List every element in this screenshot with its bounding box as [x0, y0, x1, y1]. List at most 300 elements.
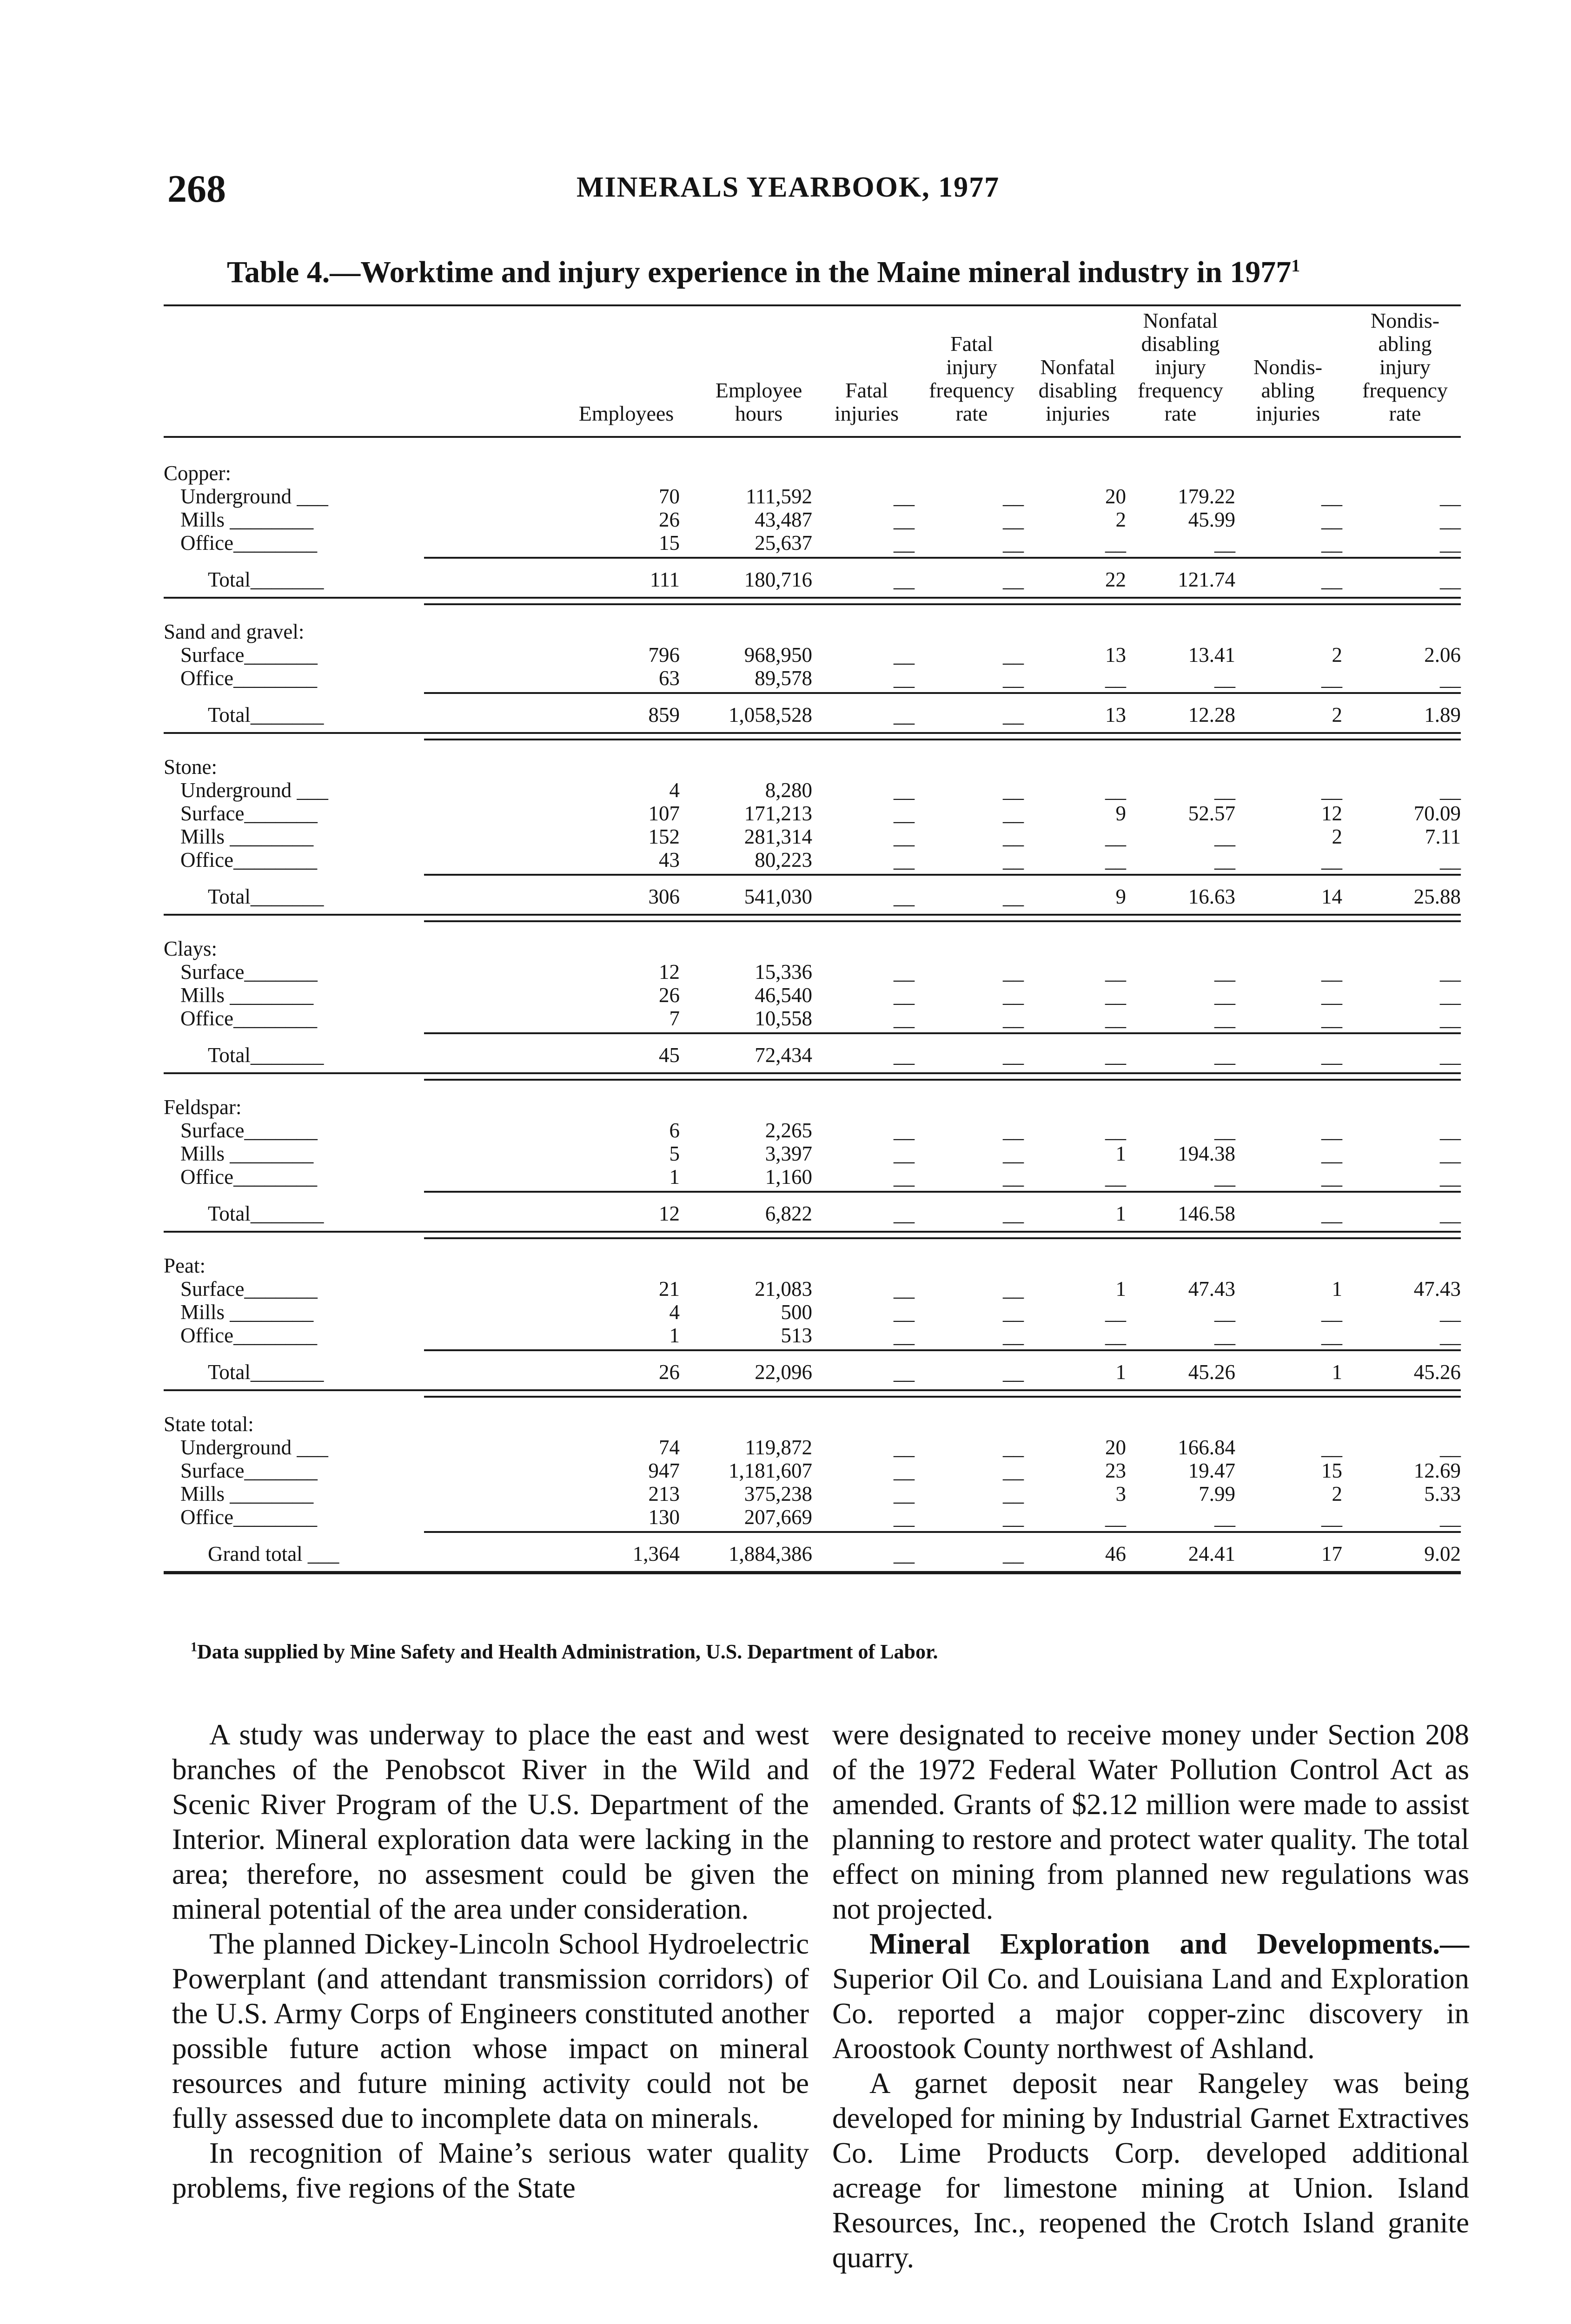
table-cell: __: [1440, 568, 1461, 591]
paragraph-dickey-lincoln: The planned Dickey-Lincoln School Hydroelectric Powerplant (and attendant transmission corridors) of the U.S. Army Corps of Engineers constituted another possible future action whose impact on mineral resources and future mining activity could not be fully assessed due to incomplete data on minerals.: [172, 1928, 809, 2134]
table-cell: 541,030: [744, 885, 812, 908]
row-label: Mills ________: [180, 1142, 314, 1165]
table-cell: 25.88: [1413, 885, 1461, 908]
table-cell: 80,223: [755, 848, 812, 872]
table-cell: __: [1440, 531, 1461, 555]
paragraph-water-quality-cont: were designated to receive money under Section 208 of the 1972 Federal Water Pollution Control Act as amended. Grants of $2.12 million were made to assist planning to restore and protect water quality. The total effect on mining from planned new regulations was not projected.: [832, 1718, 1469, 1925]
table-rule: [424, 1032, 1461, 1034]
table-row: [164, 1277, 1461, 1301]
table-cell: __: [1321, 1142, 1342, 1165]
table-cell: 166.84: [1178, 1436, 1235, 1459]
table-cell: __: [1440, 1324, 1461, 1347]
table-cell: __: [1105, 984, 1126, 1007]
table-cell: __: [1321, 667, 1342, 690]
table-cell: 25,637: [755, 531, 812, 555]
table-cell: __: [1003, 1007, 1024, 1030]
table-cell: __: [1214, 667, 1235, 690]
table-cell: __: [1440, 1202, 1461, 1225]
table-row: [164, 643, 1461, 667]
table-cell: __: [1105, 1119, 1126, 1142]
column-header-line: injury: [1379, 355, 1431, 379]
row-label: Surface_______: [180, 1459, 318, 1482]
table-cell: __: [894, 1007, 915, 1030]
table-cell: __: [1003, 1459, 1024, 1482]
table-row: [164, 1482, 1461, 1505]
table-cell: 47.43: [1413, 1277, 1461, 1301]
table-cell: __: [1321, 508, 1342, 531]
footnote-text: Data supplied by Mine Safety and Health Administration, U.S. Department of Labor.: [197, 1640, 938, 1663]
table-cell: 2,265: [765, 1119, 812, 1142]
table-rule: [424, 739, 1461, 740]
table-cell: __: [1003, 885, 1024, 908]
table-cell: 111: [650, 568, 680, 591]
column-header: [1349, 309, 1461, 425]
table-cell: 26: [659, 508, 680, 531]
table-cell: 26: [659, 1360, 680, 1384]
table-cell: __: [894, 1043, 915, 1067]
table-rule: [424, 1531, 1461, 1533]
table-row: [164, 984, 1461, 1007]
table-cell: __: [894, 568, 915, 591]
column-header-line: injuries: [835, 402, 899, 425]
column-header-line: Nondis-: [1253, 355, 1323, 379]
table-cell: 1,364: [632, 1542, 680, 1565]
table-cell: __: [1321, 984, 1342, 1007]
table-rule: [424, 1237, 1461, 1239]
table-cell: __: [1440, 1301, 1461, 1324]
table-cell: __: [894, 825, 915, 848]
table-cell: 13: [1105, 643, 1126, 667]
table-row: [164, 755, 1461, 779]
table-cell: 171,213: [744, 802, 812, 825]
table-cell: __: [1440, 485, 1461, 508]
table-cell: 89,578: [755, 667, 812, 690]
table-rule: [424, 1349, 1461, 1351]
table-cell: 207,669: [744, 1505, 812, 1529]
table-cell: __: [1105, 825, 1126, 848]
table-cell: 1,181,607: [729, 1459, 812, 1482]
table-rule: [164, 304, 1461, 306]
table-rule: [424, 1191, 1461, 1193]
table-cell: __: [1003, 1542, 1024, 1565]
table-cell: 180,716: [744, 568, 812, 591]
table-cell: __: [1440, 508, 1461, 531]
table-cell: __: [894, 531, 915, 555]
table-row: [164, 885, 1461, 908]
row-label: Total_______: [208, 568, 324, 591]
title-note-mark: 1: [1291, 256, 1300, 276]
table-cell: 15,336: [755, 960, 812, 984]
table-cell: 45.26: [1188, 1360, 1235, 1384]
row-label: Mills ________: [180, 984, 314, 1007]
table-cell: __: [894, 485, 915, 508]
table-cell: __: [1321, 568, 1342, 591]
table-cell: 1: [669, 1324, 680, 1347]
table-cell: __: [1003, 802, 1024, 825]
table-cell: 26: [659, 984, 680, 1007]
table-row: [164, 1043, 1461, 1067]
table-cell: __: [1003, 1142, 1024, 1165]
row-label: Office________: [180, 531, 318, 555]
table-cell: 179.22: [1178, 485, 1235, 508]
table-cell: 1: [1332, 1360, 1342, 1384]
table-row: [164, 1007, 1461, 1030]
table-cell: 3,397: [765, 1142, 812, 1165]
table-row: [164, 485, 1461, 508]
row-label: Office________: [180, 1007, 318, 1030]
table-cell: __: [1214, 848, 1235, 872]
row-label: Underground ___: [180, 779, 328, 802]
table-cell: __: [894, 885, 915, 908]
table-cell: __: [894, 643, 915, 667]
row-label: Office________: [180, 848, 318, 872]
table-row: [164, 620, 1461, 643]
column-header: [1020, 356, 1136, 425]
table-cell: __: [1321, 485, 1342, 508]
table-cell: __: [894, 984, 915, 1007]
table-cell: 968,950: [744, 643, 812, 667]
table-cell: 1,160: [765, 1165, 812, 1188]
table-cell: 46,540: [755, 984, 812, 1007]
table-cell: 194.38: [1178, 1142, 1235, 1165]
row-label: Total_______: [208, 1360, 324, 1384]
table-row: [164, 802, 1461, 825]
column-header: [1237, 356, 1339, 425]
table-cell: 513: [781, 1324, 812, 1347]
column-header-line: injury: [946, 355, 997, 379]
table-cell: 1: [1115, 1277, 1126, 1301]
table-cell: 796: [648, 643, 680, 667]
table-cell: __: [1105, 1505, 1126, 1529]
column-header-line: disabling: [1141, 332, 1220, 356]
row-label: Office________: [180, 667, 318, 690]
column-header-line: injury: [1155, 355, 1206, 379]
table-cell: 4: [669, 779, 680, 802]
table-cell: 13: [1105, 703, 1126, 726]
table-cell: __: [894, 1459, 915, 1482]
table-cell: __: [1440, 984, 1461, 1007]
table-row: [164, 779, 1461, 802]
table-cell: 146.58: [1178, 1202, 1235, 1225]
table-cell: 15: [659, 531, 680, 555]
row-label: Total_______: [208, 703, 324, 726]
row-label: Surface_______: [180, 1277, 318, 1301]
footnote-mark: 1: [191, 1640, 197, 1655]
column-header-line: frequency: [1362, 378, 1448, 402]
column-header-line: frequency: [929, 378, 1014, 402]
column-header: [1125, 309, 1236, 425]
table-cell: 70.09: [1413, 802, 1461, 825]
table-cell: 9.02: [1424, 1542, 1461, 1565]
column-header-line: Fatal: [845, 378, 888, 402]
table-cell: 2: [1332, 643, 1342, 667]
table-cell: __: [1214, 960, 1235, 984]
table-cell: 72,434: [755, 1043, 812, 1067]
table-rule: [424, 1396, 1461, 1398]
table-cell: __: [1214, 531, 1235, 555]
table-row: [164, 1254, 1461, 1277]
table-row: [164, 937, 1461, 960]
table-cell: __: [1105, 667, 1126, 690]
table-rule: [164, 597, 1461, 599]
table-rule: [164, 1389, 1461, 1391]
table-cell: __: [1321, 531, 1342, 555]
table-rule: [424, 874, 1461, 876]
table-rule: [164, 1072, 1461, 1074]
table-row: [164, 1165, 1461, 1188]
table-cell: __: [1440, 1505, 1461, 1529]
table-cell: __: [1105, 1324, 1126, 1347]
left-column: [172, 1717, 809, 2205]
column-header: [557, 402, 696, 425]
table-cell: __: [1214, 984, 1235, 1007]
page-number: 268: [167, 167, 226, 211]
column-header-line: Nonfatal: [1040, 355, 1115, 379]
table-cell: 74: [659, 1436, 680, 1459]
table-footnote: [191, 1640, 938, 1664]
table-cell: __: [1105, 531, 1126, 555]
table-cell: __: [1321, 1436, 1342, 1459]
table-cell: __: [894, 1301, 915, 1324]
column-header-line: Nonfatal: [1143, 309, 1218, 332]
table-cell: 5.33: [1424, 1482, 1461, 1505]
table-row: [164, 960, 1461, 984]
table-cell: __: [1440, 667, 1461, 690]
row-label: Total_______: [208, 885, 324, 908]
table-cell: __: [1003, 1505, 1024, 1529]
row-label: Copper:: [164, 462, 231, 485]
table-cell: 1: [1332, 1277, 1342, 1301]
row-label: Mills ________: [180, 825, 314, 848]
table-cell: __: [1440, 1436, 1461, 1459]
table-cell: __: [1003, 825, 1024, 848]
row-label: Office________: [180, 1505, 318, 1529]
table-rule: [164, 436, 1461, 438]
table-cell: 9: [1115, 802, 1126, 825]
table-cell: 22: [1105, 568, 1126, 591]
table-cell: 12: [659, 1202, 680, 1225]
table-cell: __: [1105, 1007, 1126, 1030]
table-cell: __: [894, 779, 915, 802]
table-cell: __: [1003, 1119, 1024, 1142]
table-cell: 7.11: [1425, 825, 1461, 848]
table-cell: __: [1003, 1482, 1024, 1505]
table-cell: 8,280: [765, 779, 812, 802]
table-cell: 43,487: [755, 508, 812, 531]
table-cell: 19.47: [1188, 1459, 1235, 1482]
table-cell: 1: [1115, 1360, 1126, 1384]
table-cell: __: [1440, 1007, 1461, 1030]
row-label: Surface_______: [180, 1119, 318, 1142]
column-header: [916, 332, 1027, 425]
table-cell: __: [894, 703, 915, 726]
table-cell: 45: [659, 1043, 680, 1067]
table-cell: 12.28: [1188, 703, 1235, 726]
table-cell: __: [894, 508, 915, 531]
table-row: [164, 1505, 1461, 1529]
table-row: [164, 1413, 1461, 1436]
table-cell: __: [894, 960, 915, 984]
table-cell: __: [1321, 1505, 1342, 1529]
table-cell: 21,083: [755, 1277, 812, 1301]
table-cell: 7.99: [1199, 1482, 1235, 1505]
table-cell: 2: [1115, 508, 1126, 531]
table-cell: 21: [659, 1277, 680, 1301]
table-cell: __: [1003, 703, 1024, 726]
table-cell: 2: [1332, 703, 1342, 726]
table-cell: __: [1003, 531, 1024, 555]
table-cell: __: [1003, 568, 1024, 591]
table-cell: 12.69: [1413, 1459, 1461, 1482]
row-label: Surface_______: [180, 960, 318, 984]
table-cell: __: [1214, 1301, 1235, 1324]
table-cell: __: [1003, 1165, 1024, 1188]
table-cell: __: [1003, 960, 1024, 984]
table-cell: __: [1321, 1165, 1342, 1188]
table-cell: __: [1003, 984, 1024, 1007]
table-cell: __: [1003, 779, 1024, 802]
table-cell: 4: [669, 1301, 680, 1324]
row-label: Sand and gravel:: [164, 620, 305, 643]
table-cell: 10,558: [755, 1007, 812, 1030]
table-cell: 152: [648, 825, 680, 848]
table-cell: __: [1003, 643, 1024, 667]
table-row: [164, 1459, 1461, 1482]
column-header-line: Fatal: [950, 332, 993, 356]
table-cell: __: [1003, 1202, 1024, 1225]
table-cell: __: [1440, 960, 1461, 984]
table-cell: 1,884,386: [729, 1542, 812, 1565]
table-cell: __: [894, 1324, 915, 1347]
table-cell: __: [894, 1119, 915, 1142]
table-cell: __: [1440, 1142, 1461, 1165]
table-row: [164, 508, 1461, 531]
table-cell: __: [1105, 1043, 1126, 1067]
table-cell: __: [1440, 1119, 1461, 1142]
table-cell: 46: [1105, 1542, 1126, 1565]
table-cell: __: [1321, 1301, 1342, 1324]
row-label: Surface_______: [180, 643, 318, 667]
table-rule: [424, 557, 1461, 559]
row-label: Office________: [180, 1324, 318, 1347]
table-cell: 63: [659, 667, 680, 690]
table-cell: 500: [781, 1301, 812, 1324]
row-label: Grand total ___: [208, 1542, 339, 1565]
table-cell: __: [894, 1436, 915, 1459]
table-cell: 14: [1321, 885, 1342, 908]
table-cell: __: [1003, 485, 1024, 508]
table-cell: __: [1003, 1043, 1024, 1067]
table-rule: [164, 1231, 1461, 1233]
table-cell: __: [1440, 1165, 1461, 1188]
table-cell: 111,592: [746, 485, 812, 508]
table-cell: 12: [1321, 802, 1342, 825]
table-row: [164, 1360, 1461, 1384]
table-cell: __: [1105, 779, 1126, 802]
column-header-line: Employee: [715, 378, 802, 402]
table-cell: 281,314: [744, 825, 812, 848]
table-cell: __: [894, 1142, 915, 1165]
row-label: State total:: [164, 1413, 254, 1436]
table-cell: 12: [659, 960, 680, 984]
table-cell: __: [1440, 1043, 1461, 1067]
running-head: MINERALS YEARBOOK, 1977: [577, 172, 1000, 203]
column-header: [818, 379, 915, 425]
row-label: Peat:: [164, 1254, 205, 1277]
table-cell: 1: [1115, 1142, 1126, 1165]
table-cell: __: [1105, 848, 1126, 872]
table-cell: __: [1105, 1301, 1126, 1324]
right-column: [832, 1717, 1469, 2275]
table-row: [164, 1436, 1461, 1459]
table-cell: 130: [648, 1505, 680, 1529]
table-cell: 859: [648, 703, 680, 726]
row-label: Underground ___: [180, 485, 328, 508]
table-cell: 306: [648, 885, 680, 908]
column-header: [694, 379, 824, 425]
table-row: [164, 1301, 1461, 1324]
table-cell: 70: [659, 485, 680, 508]
table-cell: __: [894, 848, 915, 872]
table-cell: __: [1214, 1119, 1235, 1142]
table-cell: __: [894, 1505, 915, 1529]
table-cell: 1: [1115, 1202, 1126, 1225]
table-cell: 2.06: [1424, 643, 1461, 667]
table-cell: __: [1214, 825, 1235, 848]
table-cell: 107: [648, 802, 680, 825]
table-cell: __: [1105, 1165, 1126, 1188]
table-cell: __: [1214, 1165, 1235, 1188]
injury-table: [164, 304, 1461, 1636]
table-cell: __: [894, 1202, 915, 1225]
table-row: [164, 531, 1461, 555]
row-label: Total_______: [208, 1043, 324, 1067]
column-header-line: abling: [1261, 378, 1315, 402]
table-cell: __: [894, 1482, 915, 1505]
table-cell: __: [894, 802, 915, 825]
table-row: [164, 1096, 1461, 1119]
table-row: [164, 667, 1461, 690]
table-cell: 947: [648, 1459, 680, 1482]
table-cell: __: [1214, 1007, 1235, 1030]
table-rule: [424, 1079, 1461, 1081]
table-cell: __: [1440, 848, 1461, 872]
table-row: [164, 825, 1461, 848]
table-row: [164, 462, 1461, 485]
table-cell: __: [1003, 667, 1024, 690]
table-cell: __: [1214, 1505, 1235, 1529]
column-header-line: hours: [735, 402, 783, 425]
row-label: Office________: [180, 1165, 318, 1188]
table-cell: 121.74: [1178, 568, 1235, 591]
table-cell: __: [1003, 1436, 1024, 1459]
table-cell: __: [1003, 1360, 1024, 1384]
table-cell: __: [1003, 1301, 1024, 1324]
table-cell: __: [894, 1542, 915, 1565]
table-cell: 47.43: [1188, 1277, 1235, 1301]
table-cell: __: [1321, 1202, 1342, 1225]
table-cell: 2: [1332, 825, 1342, 848]
row-label: Total_______: [208, 1202, 324, 1225]
table-title-text: Table 4.—Worktime and injury experience in the Maine mineral industry in 1977: [227, 255, 1292, 289]
table-cell: 17: [1321, 1542, 1342, 1565]
table-rule: [424, 603, 1461, 605]
row-label: Clays:: [164, 937, 218, 960]
table-cell: 45.99: [1188, 508, 1235, 531]
table-cell: 6,822: [765, 1202, 812, 1225]
table-cell: __: [1321, 1119, 1342, 1142]
table-cell: 23: [1105, 1459, 1126, 1482]
